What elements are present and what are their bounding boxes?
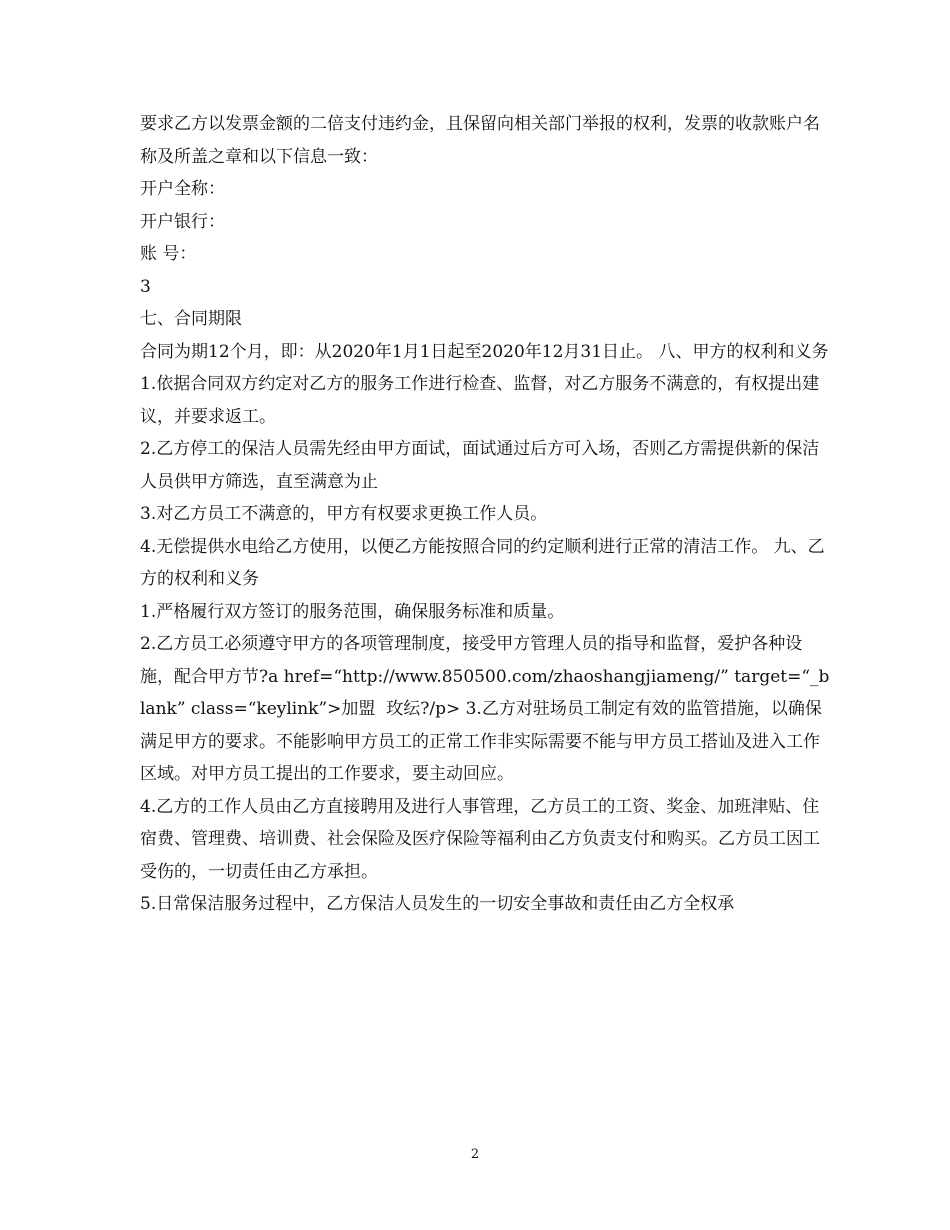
paragraph-party-a-item-4: 4.无偿提供水电给乙方使用，以便乙方能按照合同的约定顺利进行正常的清洁工作。 九、乙方的权利和义务 [140,536,825,589]
paragraph-inline-number: 3 [140,276,151,297]
paragraph-party-a-item-3: 3.对乙方员工不满意的，甲方有权要求更换工作人员。 [140,504,548,524]
page-number: 2 [470,1147,480,1162]
paragraph-penalty-clause: 要求乙方以发票金额的二倍支付违约金，且保留向相关部门举报的权利，发票的收款账户名称及所盖之章和以下信息一致： [140,114,820,167]
paragraph-contract-term: 合同为期12个月，即：从2020年1月1日起至2020年12月31日止。 八、甲方的权利和义务 [140,341,829,362]
paragraph-party-b-item-1: 1.严格履行双方签订的服务范围，确保服务标准和质量。 [140,601,565,622]
paragraph-party-b-item-4: 4.乙方的工作人员由乙方直接聘用及进行人事管理，乙方员工的工资、奖金、加班津贴、住宿费、管理费、培训费、社会保险及医疗保险等福利由乙方负责支付和购买。乙方员工因工受伤的，一切责任由乙方承担。 [140,796,820,882]
document-body [140,108,830,921]
section-heading-contract-term: 七、合同期限 [140,309,242,329]
paragraph-party-b-item-5: 5.日常保洁服务过程中，乙方保洁人员发生的一切安全事故和责任由乙方全权承 [140,894,735,914]
paragraph-party-a-item-1: 1.依据合同双方约定对乙方的服务工作进行检查、监督，对乙方服务不满意的，有权提出建议，并要求返工。 [140,374,820,427]
paragraph-account-name: 开户全称： [140,179,225,199]
paragraph-party-a-item-2: 2.乙方停工的保洁人员需先经由甲方面试，面试通过后方可入场，否则乙方需提供新的保洁人员供甲方筛选，直至满意为止 [140,439,820,492]
paragraph-account-number: 账 号： [140,244,197,264]
paragraph-account-bank: 开户银行： [140,211,225,232]
paragraph-party-b-item-2: 2.乙方员工必须遵守甲方的各项管理制度，接受甲方管理人员的指导和监督，爱护各种设施，配合甲方节?a href=“http://www.850500.com/zhaoshangjiameng/” target=“_blank” class=“keylink”>加盟 玫纭?/p> 3.乙方对驻场员工制定有效的监管措施，以确保满足甲方的要求。不能影响甲方员工的正常工作非实际需要不能与甲方员工搭讪及进入工作区域。对甲方员工提出的工作要求，要主动回应。 [140,634,830,784]
